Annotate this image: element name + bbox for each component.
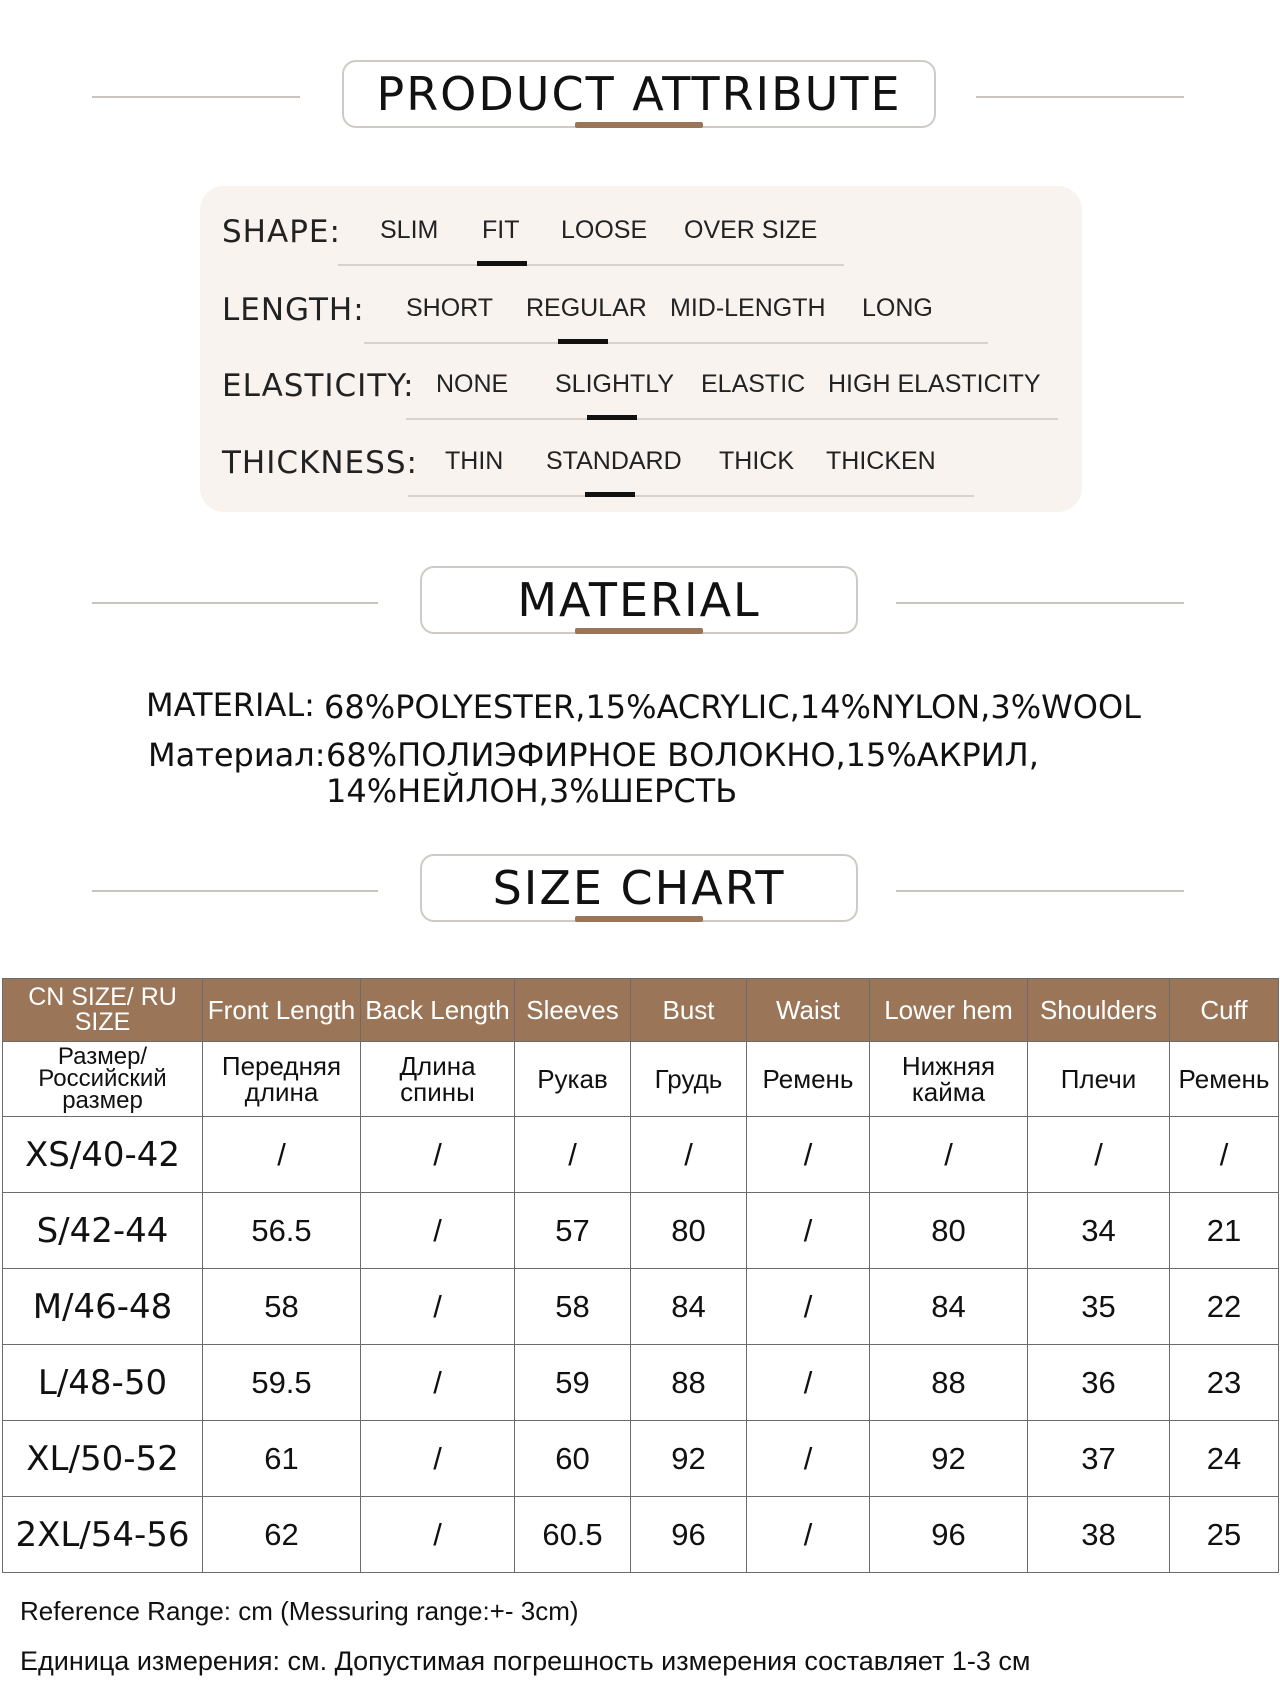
table-cell: /	[203, 1117, 361, 1193]
column-header-ru: Ремень	[747, 1042, 870, 1117]
title-accent-bar	[575, 628, 703, 634]
table-cell: /	[631, 1117, 747, 1193]
reference-note-ru: Единица измерения: см. Допустимая погрешность измерения составляет 1-3 см	[20, 1646, 1031, 1676]
section-title: MATERIAL	[420, 566, 858, 634]
table-cell: /	[747, 1497, 870, 1573]
table-cell: /	[361, 1421, 515, 1497]
attribute-option: THICKEN	[826, 447, 936, 475]
table-cell: /	[747, 1117, 870, 1193]
size-cell: XS/40-42	[3, 1117, 203, 1193]
attribute-option: LOOSE	[561, 216, 648, 244]
table-cell: 37	[1028, 1421, 1170, 1497]
column-header-ru: Передняя длина	[203, 1042, 361, 1117]
table-cell: 60.5	[515, 1497, 631, 1573]
selected-marker	[585, 492, 635, 497]
attribute-row-shape	[200, 204, 1082, 264]
attribute-option-selected: STANDARD	[546, 447, 682, 475]
table-cell: /	[361, 1269, 515, 1345]
table-cell: /	[361, 1117, 515, 1193]
table-cell: /	[1028, 1117, 1170, 1193]
attribute-option-selected: FIT	[482, 216, 520, 244]
attribute-option-selected: SLIGHTLY	[555, 370, 675, 398]
table-cell: 34	[1028, 1193, 1170, 1269]
table-cell: 22	[1170, 1269, 1279, 1345]
attribute-option: NONE	[436, 370, 509, 398]
table-cell: 36	[1028, 1345, 1170, 1421]
table-cell: /	[361, 1193, 515, 1269]
header-rule-left	[92, 890, 378, 892]
table-cell: 21	[1170, 1193, 1279, 1269]
attribute-option: HIGH ELASTICITY	[828, 370, 1041, 398]
size-chart-table	[2, 978, 1279, 1573]
table-cell: /	[515, 1117, 631, 1193]
section-title: SIZE CHART	[420, 854, 858, 922]
table-cell: 38	[1028, 1497, 1170, 1573]
table-cell: 58	[203, 1269, 361, 1345]
column-header-en: Bust	[631, 979, 747, 1042]
attribute-track	[338, 264, 844, 266]
table-cell: 35	[1028, 1269, 1170, 1345]
table-cell: 96	[870, 1497, 1028, 1573]
size-cell: M/46-48	[3, 1269, 203, 1345]
table-cell: 84	[631, 1269, 747, 1345]
header-rule-right	[896, 602, 1184, 604]
table-cell: 92	[631, 1421, 747, 1497]
table-cell: 80	[631, 1193, 747, 1269]
size-chart-header	[0, 850, 1280, 930]
table-cell: /	[747, 1269, 870, 1345]
attribute-label: THICKNESS:	[222, 445, 418, 481]
size-cell: S/42-44	[3, 1193, 203, 1269]
material-value-en: 68%POLYESTER,15%ACRYLIC,14%NYLON,3%WOOL	[324, 688, 1141, 726]
material-header	[0, 562, 1280, 642]
table-cell: 84	[870, 1269, 1028, 1345]
column-header-en: Shoulders	[1028, 979, 1170, 1042]
column-header-ru: Нижняя кайма	[870, 1042, 1028, 1117]
table-cell: 88	[870, 1345, 1028, 1421]
table-cell: /	[747, 1421, 870, 1497]
table-row	[3, 1345, 1279, 1421]
attribute-option: SLIM	[380, 216, 439, 244]
title-accent-bar	[575, 916, 703, 922]
material-label-en: MATERIAL:	[146, 686, 315, 724]
table-cell: /	[870, 1117, 1028, 1193]
attribute-track	[408, 495, 974, 497]
table-cell: 25	[1170, 1497, 1279, 1573]
attribute-track	[364, 342, 988, 344]
table-cell: /	[747, 1193, 870, 1269]
table-row	[3, 1117, 1279, 1193]
table-cell: 60	[515, 1421, 631, 1497]
attribute-row-thickness	[200, 435, 1082, 495]
table-cell: 23	[1170, 1345, 1279, 1421]
column-header-ru: Размер/ Российский размер	[3, 1042, 203, 1117]
table-cell: 61	[203, 1421, 361, 1497]
attribute-row-length	[200, 282, 1082, 342]
attribute-option: OVER SIZE	[684, 216, 818, 244]
attribute-option: ELASTIC	[701, 370, 806, 398]
table-cell: /	[361, 1345, 515, 1421]
column-header-en: Cuff	[1170, 979, 1279, 1042]
title-accent-bar	[575, 122, 703, 128]
table-cell: 56.5	[203, 1193, 361, 1269]
product-attribute-header	[0, 56, 1280, 136]
table-cell: /	[1170, 1117, 1279, 1193]
table-cell: /	[747, 1345, 870, 1421]
table-row	[3, 1193, 1279, 1269]
size-cell: 2XL/54-56	[3, 1497, 203, 1573]
table-row	[3, 1497, 1279, 1573]
selected-marker	[558, 339, 608, 344]
selected-marker	[477, 261, 527, 266]
section-title: PRODUCT ATTRIBUTE	[342, 60, 936, 128]
table-cell: 24	[1170, 1421, 1279, 1497]
attribute-track	[406, 418, 1058, 420]
attribute-option: THICK	[719, 447, 794, 475]
column-header-ru: Рукав	[515, 1042, 631, 1117]
material-label-ru: Материал:	[148, 736, 326, 774]
attribute-option: MID-LENGTH	[670, 294, 826, 322]
attribute-panel	[200, 186, 1082, 512]
column-header-ru: Длина спины	[361, 1042, 515, 1117]
header-rule-right	[896, 890, 1184, 892]
header-rule-right	[976, 96, 1184, 98]
table-cell: 59	[515, 1345, 631, 1421]
table-cell: 62	[203, 1497, 361, 1573]
table-cell: 80	[870, 1193, 1028, 1269]
attribute-row-elasticity	[200, 358, 1082, 418]
column-header-en: CN SIZE/ RU SIZE	[3, 979, 203, 1042]
size-cell: L/48-50	[3, 1345, 203, 1421]
table-cell: 96	[631, 1497, 747, 1573]
attribute-option: THIN	[445, 447, 504, 475]
attribute-label: ELASTICITY:	[222, 368, 415, 404]
reference-note-en: Reference Range: cm (Messuring range:+- 3cm)	[20, 1596, 579, 1626]
column-header-en: Front Length	[203, 979, 361, 1042]
attribute-option: SHORT	[406, 294, 494, 322]
attribute-option-selected: REGULAR	[526, 294, 647, 322]
header-rule-left	[92, 602, 378, 604]
table-cell: 58	[515, 1269, 631, 1345]
size-cell: XL/50-52	[3, 1421, 203, 1497]
column-header-en: Lower hem	[870, 979, 1028, 1042]
table-cell: 59.5	[203, 1345, 361, 1421]
column-header-ru: Плечи	[1028, 1042, 1170, 1117]
attribute-label: LENGTH:	[222, 292, 365, 328]
header-row-ru	[3, 1042, 1279, 1117]
column-header-en: Sleeves	[515, 979, 631, 1042]
table-cell: /	[361, 1497, 515, 1573]
attribute-option: LONG	[862, 294, 933, 322]
table-row	[3, 1421, 1279, 1497]
table-cell: 57	[515, 1193, 631, 1269]
attribute-label: SHAPE:	[222, 214, 341, 250]
column-header-ru: Ремень	[1170, 1042, 1279, 1117]
material-value-ru-2: 14%НЕЙЛОН,3%ШЕРСТЬ	[326, 772, 738, 810]
column-header-en: Waist	[747, 979, 870, 1042]
table-cell: 92	[870, 1421, 1028, 1497]
header-row-en	[3, 979, 1279, 1042]
header-rule-left	[92, 96, 300, 98]
selected-marker	[587, 415, 637, 420]
column-header-ru: Грудь	[631, 1042, 747, 1117]
column-header-en: Back Length	[361, 979, 515, 1042]
table-row	[3, 1269, 1279, 1345]
material-value-ru-1: 68%ПОЛИЭФИРНОЕ ВОЛОКНО,15%АКРИЛ,	[326, 736, 1039, 774]
table-cell: 88	[631, 1345, 747, 1421]
